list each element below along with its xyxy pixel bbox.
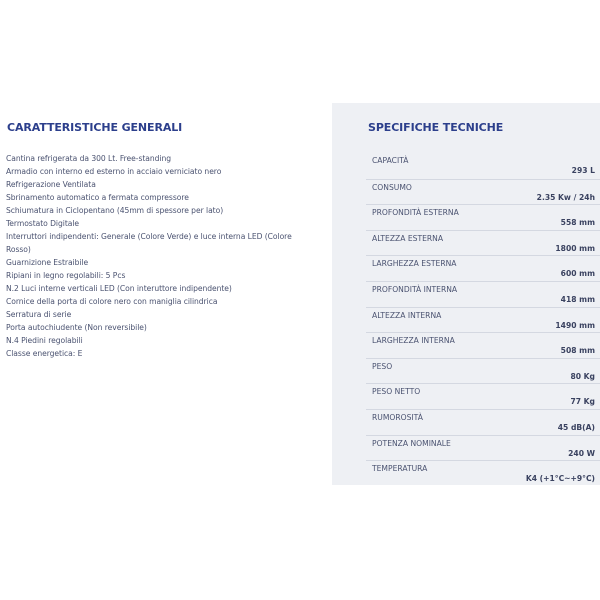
feature-item: Sbrinamento automatico a fermata compressore — [6, 193, 189, 202]
spec-row-external-width — [366, 255, 600, 281]
spec-row-rated-power — [366, 435, 600, 461]
spec-label: LARGHEZZA INTERNA — [372, 336, 455, 346]
spec-value: 418 mm — [560, 294, 595, 304]
spec-row-net-weight — [366, 383, 600, 409]
technical-specs-panel — [332, 103, 600, 485]
spec-value: 293 L — [571, 166, 595, 175]
spec-label: RUMOROSITÀ — [372, 412, 423, 422]
feature-item: Cantina refrigerata da 300 Lt. Free-standing — [6, 154, 172, 163]
spec-row-consumption — [366, 179, 600, 205]
feature-item: Armadio con interno ed esterno in acciaio verniciato nero — [6, 167, 222, 176]
feature-item: N.4 Piedini regolabili — [6, 336, 83, 345]
general-features-panel — [0, 103, 332, 485]
spec-row-external-height — [366, 230, 600, 256]
spec-value: 558 mm — [560, 218, 595, 228]
spec-value: K4 (+1°C~+9°C) — [525, 474, 595, 484]
spec-label: PROFONDITÀ ESTERNA — [372, 208, 459, 218]
specs-table — [366, 153, 600, 486]
spec-label: ALTEZZA ESTERNA — [372, 233, 444, 243]
feature-item: Cornice della porta di colore nero con maniglia cilindrica — [6, 297, 218, 306]
spec-label: POTENZA NOMINALE — [372, 438, 451, 448]
feature-item: Schiumatura in Ciclopentano (45mm di spessore per lato) — [6, 206, 224, 215]
spec-value: 508 mm — [560, 346, 595, 356]
spec-label: PESO — [372, 361, 393, 371]
feature-item: Serratura di serie — [6, 310, 72, 319]
technical-specs-title: SPECIFICHE TECNICHE — [368, 121, 504, 134]
spec-label: CAPACITÀ — [372, 156, 409, 165]
feature-item: Porta autochiudente (Non reversibile) — [6, 323, 147, 332]
spec-label: PESO NETTO — [372, 387, 421, 397]
feature-item: Rosso) — [6, 245, 31, 254]
spec-value: 1490 mm — [555, 320, 595, 330]
spec-row-capacity — [366, 153, 600, 179]
feature-item: Interruttori indipendenti: Generale (Colore Verde) e luce interna LED (Colore — [6, 232, 292, 241]
spec-row-internal-depth — [366, 281, 600, 307]
spec-value: 1800 mm — [555, 243, 595, 253]
spec-value: 77 Kg — [570, 397, 595, 407]
spec-label: CONSUMO — [372, 182, 412, 192]
spec-value: 600 mm — [560, 269, 595, 279]
spec-row-internal-width — [366, 332, 600, 358]
spec-label: TEMPERATURA — [372, 464, 428, 474]
spec-row-weight — [366, 358, 600, 384]
spec-label: LARGHEZZA ESTERNA — [372, 259, 457, 269]
feature-item: Classe energetica: E — [6, 349, 83, 358]
feature-item: Guarnizione Estraibile — [6, 258, 89, 267]
spec-row-noise — [366, 409, 600, 435]
spec-value: 240 W — [568, 448, 595, 458]
spec-row-external-depth — [366, 204, 600, 230]
spec-label: PROFONDITÀ INTERNA — [372, 284, 458, 294]
spec-row-internal-height — [366, 307, 600, 333]
general-features-title: CARATTERISTICHE GENERALI — [7, 121, 183, 134]
feature-item: Ripiani in legno regolabili: 5 Pcs — [6, 271, 126, 280]
spec-value: 45 dB(A) — [557, 422, 595, 432]
general-features-list — [6, 152, 324, 360]
feature-item: Termostato Digitale — [6, 219, 80, 228]
feature-item: Refrigerazione Ventilata — [6, 180, 96, 189]
spec-row-temperature — [366, 460, 600, 486]
spec-value: 2.35 Kw / 24h — [536, 192, 595, 202]
spec-value: 80 Kg — [570, 371, 595, 381]
spec-label: ALTEZZA INTERNA — [372, 310, 442, 320]
feature-item: N.2 Luci interne verticali LED (Con interuttore indipendente) — [6, 284, 232, 293]
